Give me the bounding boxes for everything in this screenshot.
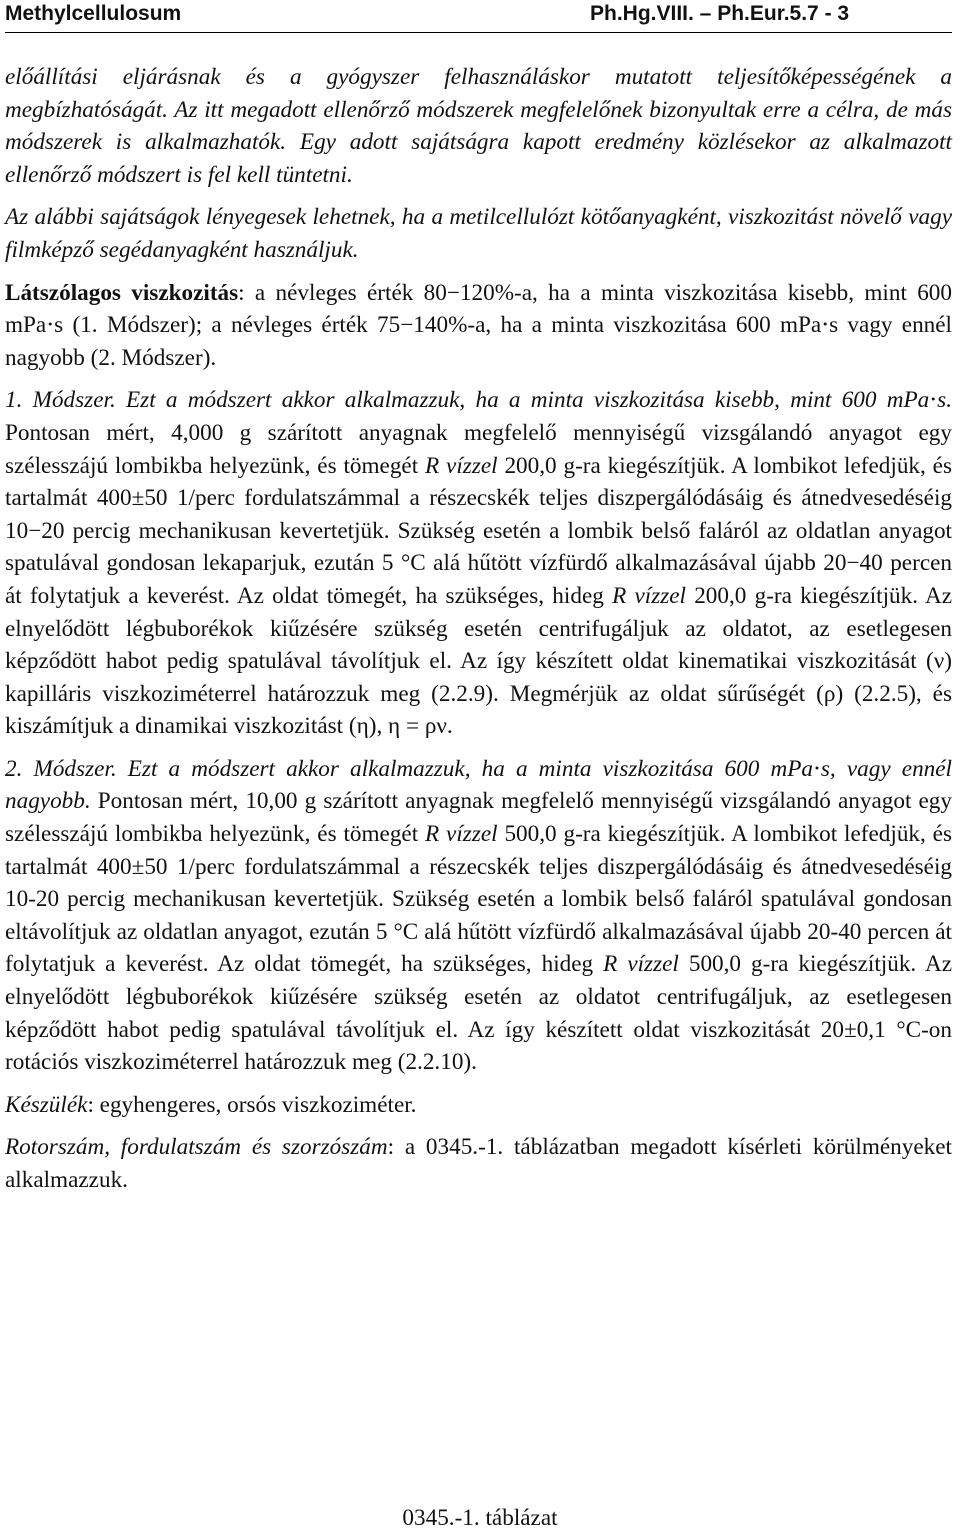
method-2-text-1: Pontosan mért, 10,00 g szárított anyagnak megfelelő mennyiségű vizsgálandó anyagot egy szélesszájú lombikba helyezünk, és tömegét bbox=[5, 788, 952, 848]
paragraph-intro: előállítási eljárásnak és a gyógyszer felhasználáskor mutatott teljesítőképességének a megbízhatóságát. Az itt megadott ellenőrző módszerek megfelelőnek bizonyultak erre a célra, de más módszerek is alkalmazhatók. Egy adott sajátságra kapott eredmény közlésekor az alkalmazott ellenőrző módszert is fel kell tüntetni. bbox=[5, 64, 952, 188]
term-apparatus: Készülék bbox=[5, 1091, 88, 1118]
document-body bbox=[5, 61, 952, 1197]
paragraph-rotor bbox=[5, 1131, 952, 1196]
method-1-text-3: 200,0 g-ra kiegészítjük. Az elnyelődött légbuborékok kiűzésére szükség esetén centrifugáljuk az oldatot, az esetlegesen képződött habot pedig spatulával távolítjuk el. Az így készített oldat kinematikai viszkozitását (ν) kapilláris viszkoziméterrel határozzuk meg (2.2.9). Megmérjük az oldat sűrűségét (ρ) (2.2.5), és kiszámítjuk a dinamikai viszkozitást (η), η = ρν. bbox=[5, 582, 952, 740]
method-1-lead: 1. Módszer. Ezt a módszert akkor alkalmazzuk, ha a minta viszkozitása kisebb, mint 600 mPa⋅s. bbox=[5, 387, 952, 414]
method-1-reagent-2: R vízzel bbox=[612, 582, 686, 609]
rotor-text: : a 0345.-1. táblázatban megadott kísérleti körülményeket alkalmazzuk. bbox=[5, 1134, 952, 1193]
method-2-text-2: 500,0 g-ra kiegészítjük. A lombikot lefedjük, és tartalmát 400±50 1/perc fordulatszámmal a részecskék teljes diszpergálódásáig és átnedvesedéséig 10-20 percig mechanikusan kevertetjük. Szükség esetén a lombik belső faláról spatulával gondosan eltávolítjuk az oldatlan anyagot, ezután 5 °C alá hűtött vízfürdő alkalmazásával újabb 20-40 percen át folytatjuk a keverést. Az oldat tömegét, ha szükséges, hideg bbox=[5, 821, 952, 978]
header-title: Methylcellulosum bbox=[5, 2, 182, 25]
method-2-lead: 2. Módszer. Ezt a módszert akkor alkalmazzuk, ha a minta viszkozitása 600 mPa⋅s, vagy ennél nagyobb. bbox=[5, 755, 952, 815]
method-1-text-2: 200,0 g-ra kiegészítjük. A lombikot lefedjük, és tartalmát 400±50 1/perc fordulatszámmal a részecskék teljes diszpergálódásáig és átnedvesedéséig 10−20 percig mechanikusan kevertetjük. Szükség esetén a lombik belső faláról az oldatlan anyagot spatulával gondosan lekaparjuk, ezután 5 °C alá hűtött vízfürdő alkalmazásával újabb 20−40 percen át folytatjuk a keverést. Az oldat tömegét, ha szükséges, hideg bbox=[5, 452, 952, 609]
paragraph-apparent-viscosity bbox=[5, 277, 952, 375]
paragraph-method-2 bbox=[5, 753, 952, 1079]
term-apparent-viscosity: Látszólagos viszkozitás bbox=[5, 279, 239, 306]
method-1-reagent-1: R vízzel bbox=[425, 452, 498, 479]
method-2-reagent-1: R vízzel bbox=[425, 821, 498, 848]
page-header bbox=[5, 0, 952, 33]
apparatus-text: : egyhengeres, orsós viszkoziméter. bbox=[87, 1091, 417, 1118]
paragraph-properties: Az alábbi sajátságok lényegesek lehetnek, ha a metilcellulózt kötőanyagként, viszkozitást növelő vagy filmképző segédanyagként használjuk. bbox=[5, 204, 952, 263]
method-2-text-3: 500,0 g-ra kiegészítjük. Az elnyelődött légbuborékok kiűzésére szükség esetén az oldatot centrifugáljuk, az esetlegesen képződött habot pedig spatulával távolítjuk el. Az így készített oldat viszkozitását 20±0,1 °C-on rotációs viszkoziméterrel határozzuk meg (2.2.10). bbox=[5, 951, 952, 1076]
header-reference: Ph.Hg.VIII. – Ph.Eur.5.7 - 3 bbox=[590, 2, 850, 25]
paragraph-method-1 bbox=[5, 384, 952, 743]
table-caption: 0345.-1. táblázat bbox=[402, 1505, 558, 1531]
method-2-reagent-2: R vízzel bbox=[603, 951, 679, 978]
paragraph-apparatus bbox=[5, 1089, 952, 1122]
method-1-text-1: Pontosan mért, 4,000 g szárított anyagnak megfelelő mennyiségű vizsgálandó anyagot egy szélesszájú lombikba helyezünk, és tömegét bbox=[5, 419, 952, 479]
term-rotor: Rotorszám, fordulatszám és szorzószám bbox=[5, 1134, 388, 1161]
apparent-viscosity-text: : a névleges érték 80−120%-a, ha a minta viszkozitása kisebb, mint 600 mPa⋅s (1. Módszer); a névleges érték 75−140%-a, ha a minta viszkozitása 600 mPa⋅s vagy ennél nagyobb (2. Módszer). bbox=[5, 279, 952, 371]
